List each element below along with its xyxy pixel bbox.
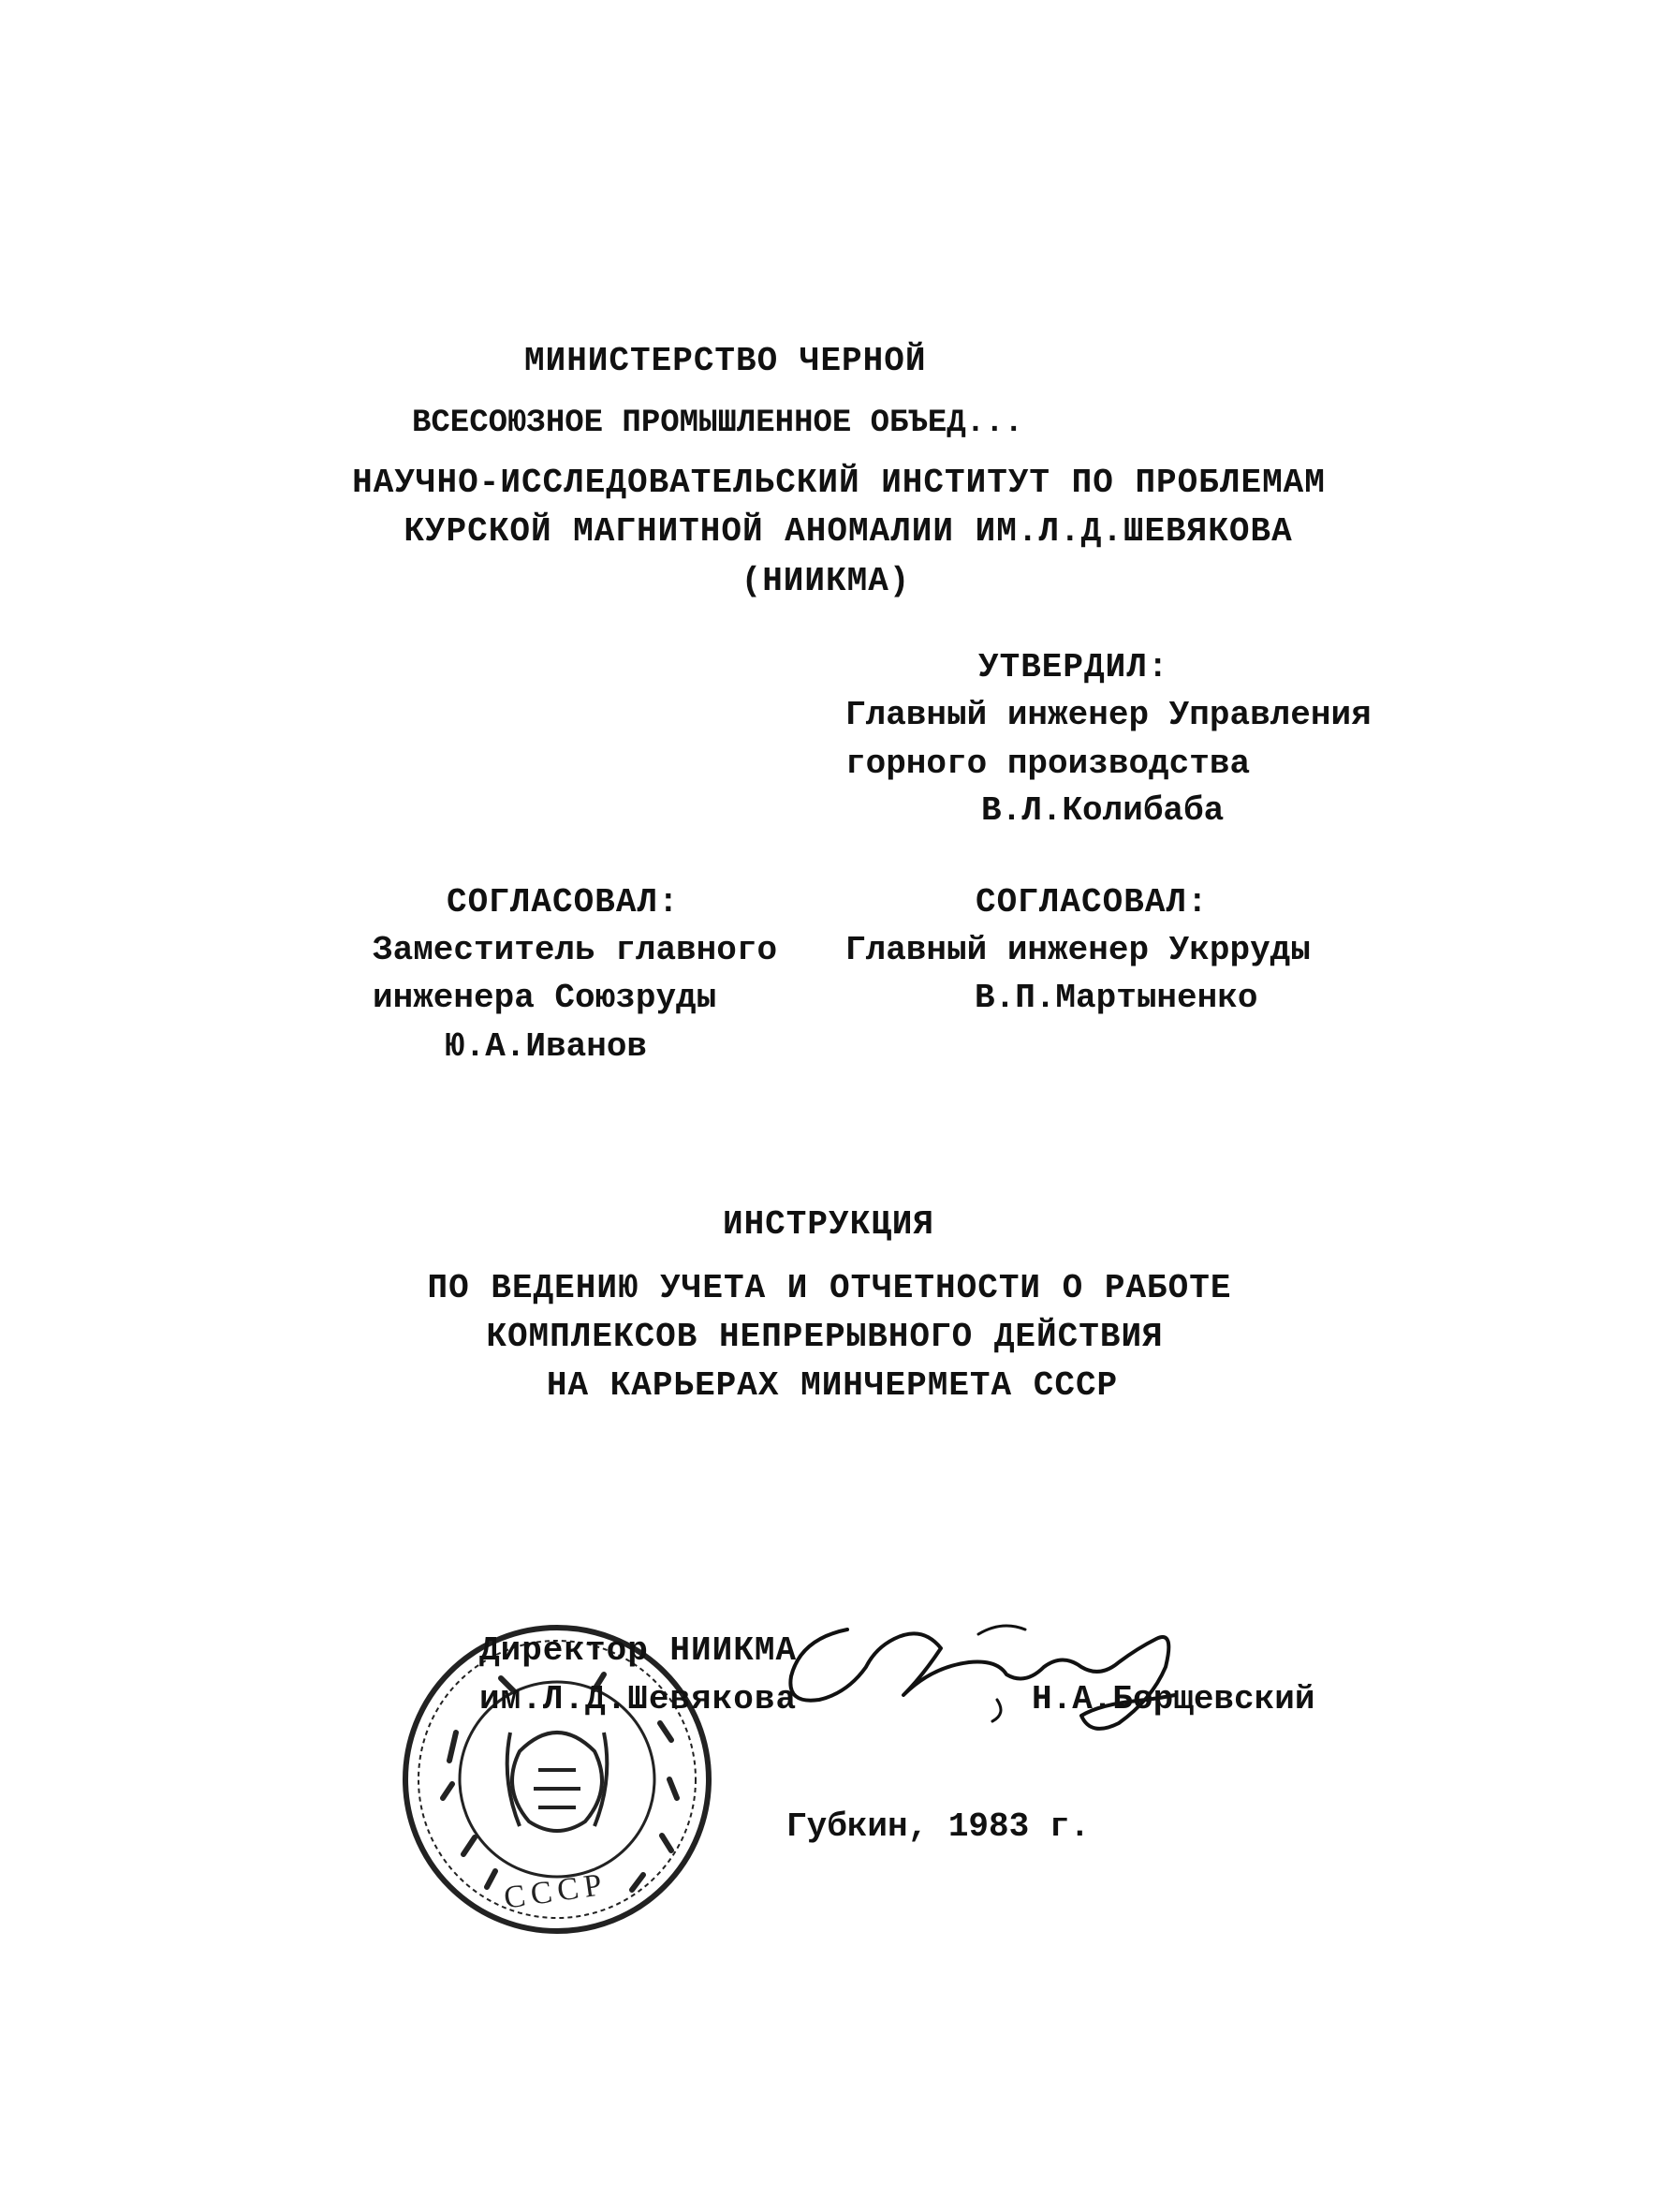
ministry-line: МИНИСТЕРСТВО ЧЕРНОЙ xyxy=(524,342,927,380)
agreed-left-position-2: инженера Союзруды xyxy=(373,979,717,1017)
institute-abbreviation: (НИИКМА) xyxy=(741,562,911,600)
institute-line-2: КУРСКОЙ МАГНИТНОЙ АНОМАЛИИ ИМ.Л.Д.ШЕВЯКОВА xyxy=(404,512,1293,551)
institute-line-1: НАУЧНО-ИССЛЕДОВАТЕЛЬСКИЙ ИНСТИТУТ ПО ПРОБЛЕМАМ xyxy=(352,464,1326,502)
signature-stroke-flourish xyxy=(978,1626,1025,1721)
approved-label: УТВЕРДИЛ: xyxy=(978,648,1169,686)
agreed-right-position-1: Главный инженер Укрруды xyxy=(845,931,1311,969)
association-line: ВСЕСОЮЗНОЕ ПРОМЫШЛЕННОЕ ОБЪЕД... xyxy=(412,406,1023,441)
director-position-1: Директор НИИКМА xyxy=(479,1631,798,1670)
agreed-right-name: В.П.Мартыненко xyxy=(975,979,1258,1017)
document-title-2: КОМПЛЕКСОВ НЕПРЕРЫВНОГО ДЕЙСТВИЯ xyxy=(486,1318,1164,1356)
approved-name: В.Л.Колибаба xyxy=(981,791,1225,830)
agreed-left-label: СОГЛАСОВАЛ: xyxy=(447,883,680,922)
place-and-date: Губкин, 1983 г. xyxy=(786,1807,1091,1846)
signature-stroke-main xyxy=(790,1630,1175,1729)
seal-country-text: СССР xyxy=(502,1866,610,1916)
director-name: Н.А.Борщевский xyxy=(1032,1680,1315,1718)
document-type: ИНСТРУКЦИЯ xyxy=(722,1205,935,1244)
approved-position-1: Главный инженер Управления xyxy=(845,696,1372,734)
document-title-3: НА КАРЬЕРАХ МИНЧЕРМЕТА СССР xyxy=(546,1366,1119,1405)
director-position-2: им.Л.Д.Шевякова xyxy=(479,1680,798,1718)
agreed-right-label: СОГЛАСОВАЛ: xyxy=(976,883,1209,922)
handwritten-signature xyxy=(782,1611,1184,1742)
approved-position-2: горного производства xyxy=(845,745,1251,783)
document-title-1: ПО ВЕДЕНИЮ УЧЕТА И ОТЧЕТНОСТИ О РАБОТЕ xyxy=(427,1269,1232,1307)
agreed-left-name: Ю.А.Иванов xyxy=(445,1027,648,1066)
seal-emblem xyxy=(507,1733,608,1831)
agreed-left-position-1: Заместитель главного xyxy=(373,931,778,969)
